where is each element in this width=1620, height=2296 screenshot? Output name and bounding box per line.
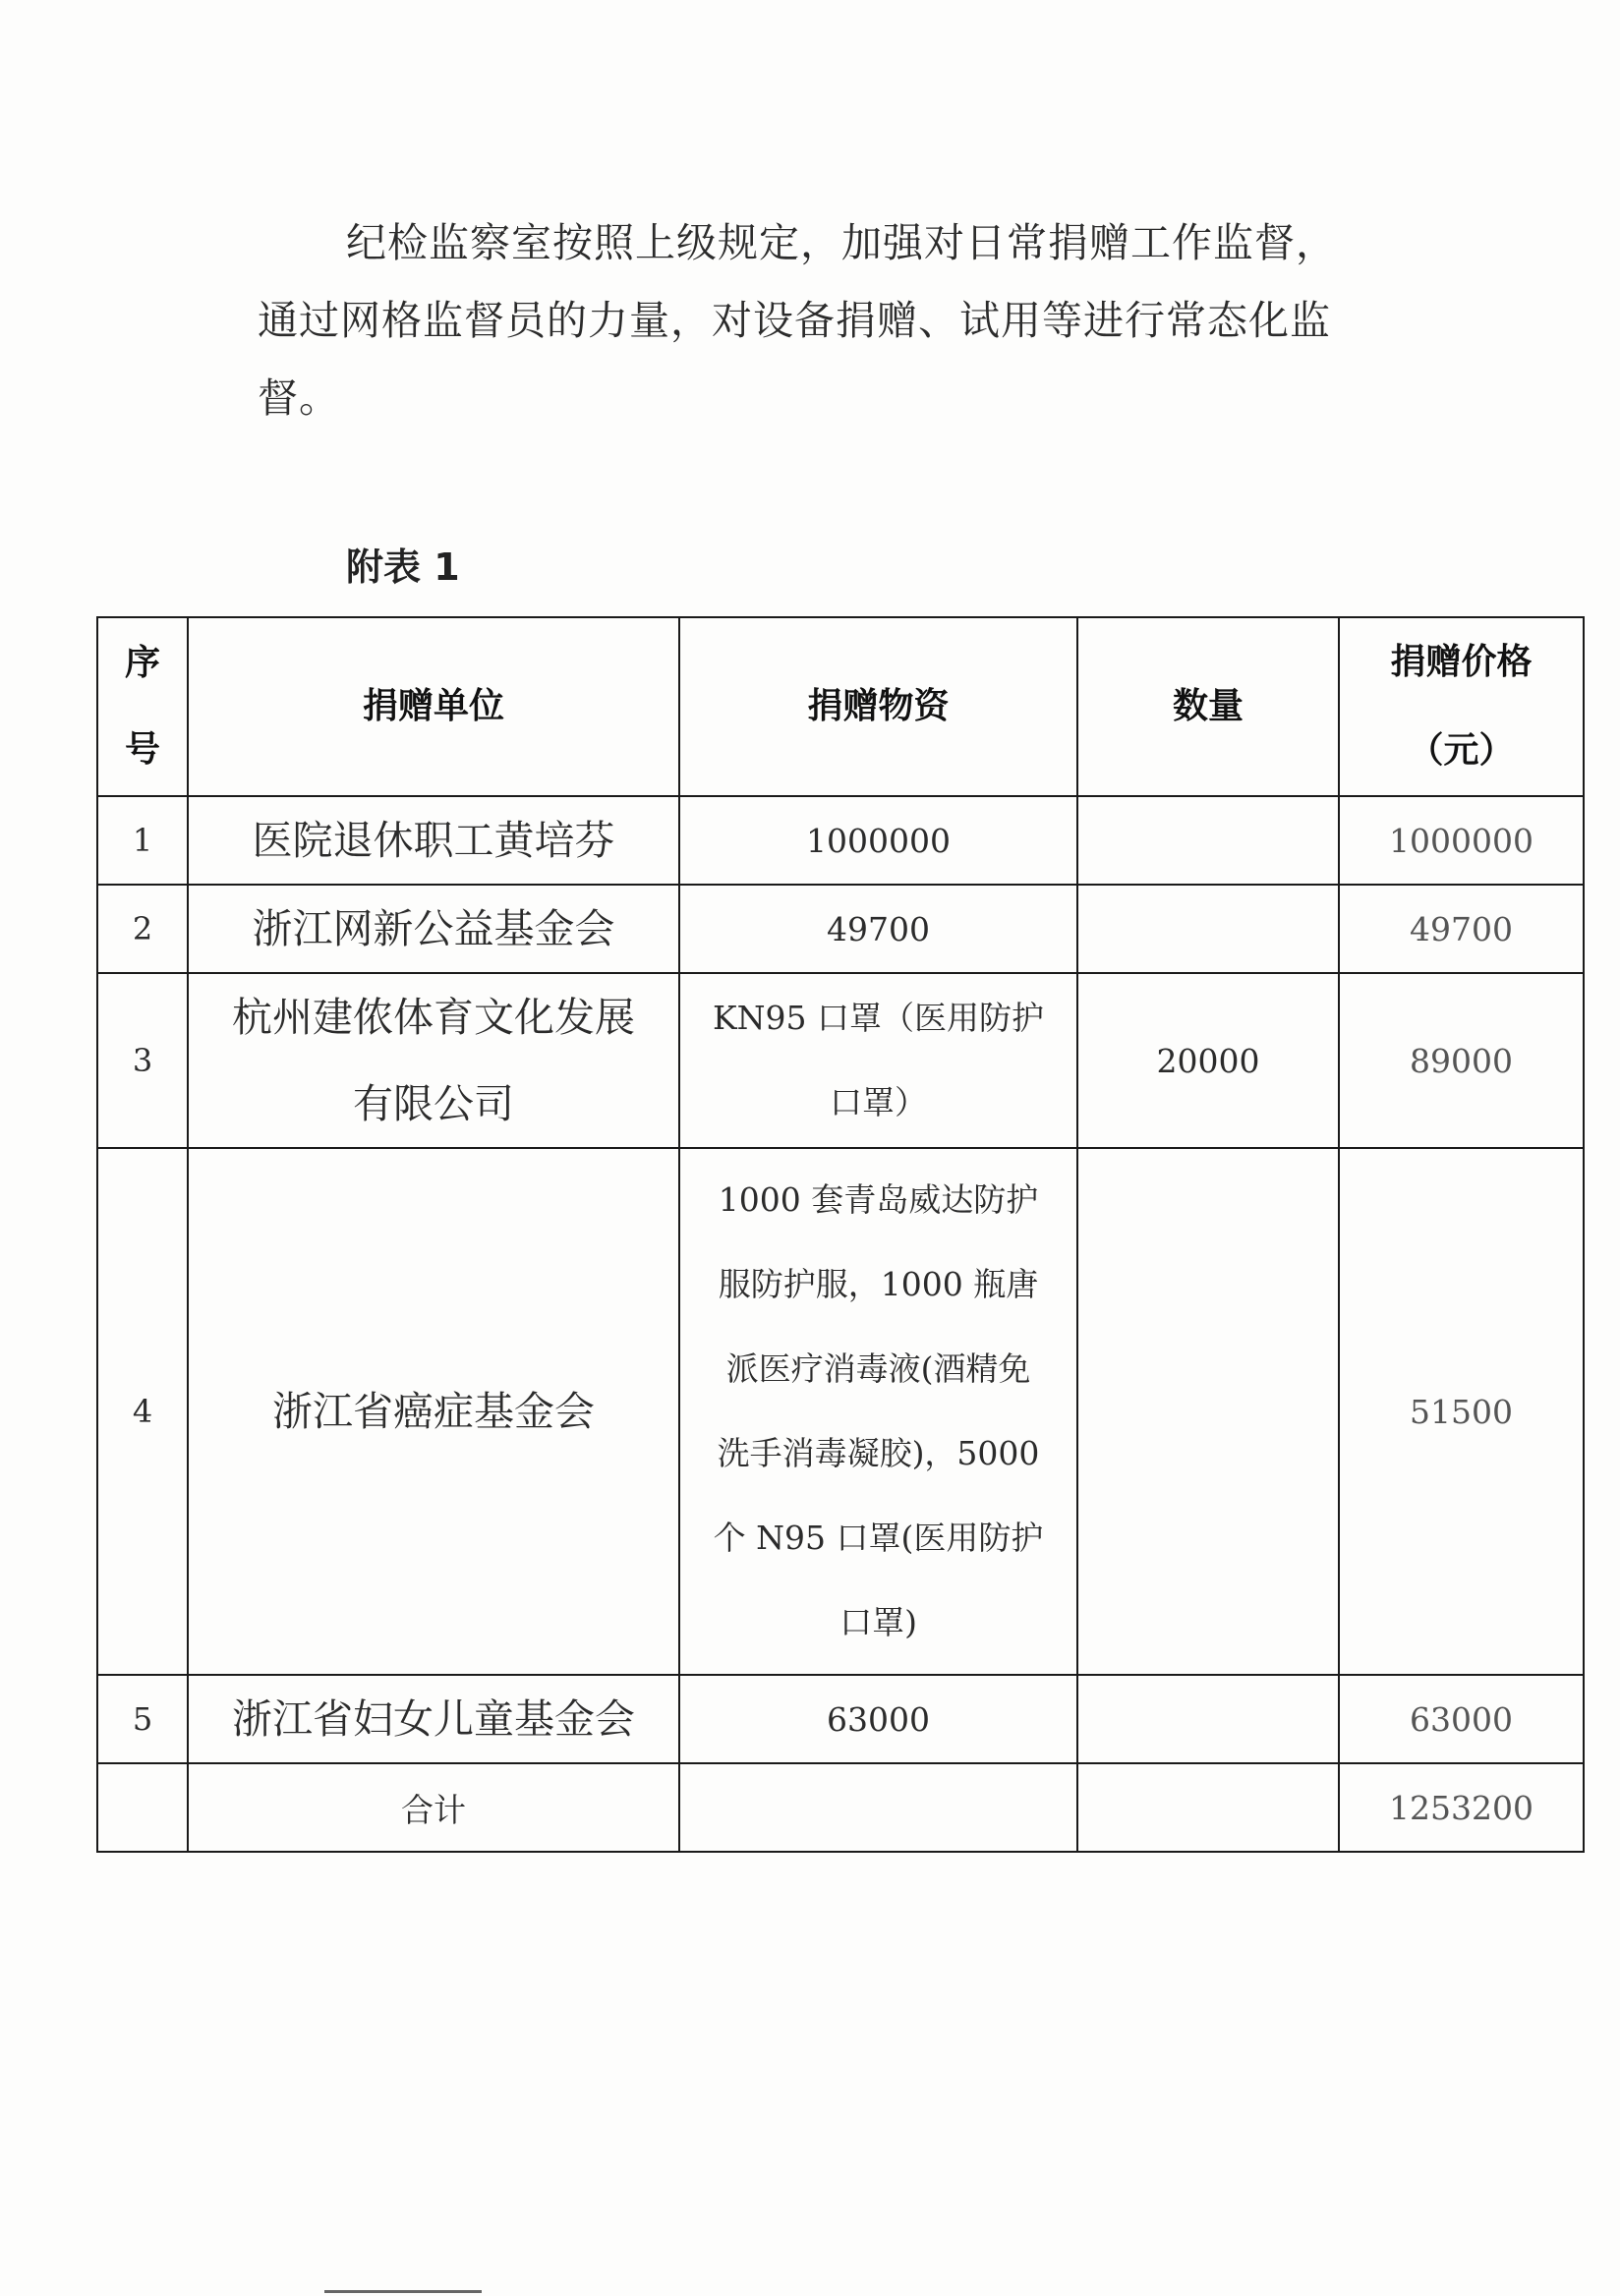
cell-item-line: 1000 套青岛威达防护	[718, 1180, 1039, 1219]
cell-seq: 3	[97, 973, 188, 1148]
body-paragraph	[258, 204, 1437, 437]
cell-unit: 浙江省癌症基金会	[188, 1148, 679, 1675]
cell-item-line: 个 N95 口罩(医用防护	[713, 1519, 1044, 1557]
paragraph-line: 督。	[258, 374, 340, 422]
cell-price: 49700	[1339, 885, 1584, 973]
cell-item-line: 洗手消毒凝胶)，5000	[717, 1434, 1040, 1472]
header-item: 捐赠物资	[679, 617, 1077, 796]
total-label: 合计	[188, 1763, 679, 1852]
cell-unit: 浙江省妇女儿童基金会	[188, 1675, 679, 1763]
header-seq-line: 号	[124, 729, 160, 770]
cell-unit-line: 有限公司	[353, 1080, 514, 1127]
cell-item: 1000000	[679, 796, 1077, 885]
donation-table	[96, 616, 1585, 1853]
table-row	[97, 973, 1584, 1148]
cell-unit-line: 杭州建侬体育文化发展	[232, 994, 635, 1041]
cell-item-line: 服防护服，1000 瓶唐	[718, 1265, 1039, 1303]
cell-item	[679, 973, 1077, 1148]
paragraph-line: 通过网格监督员的力量，对设备捐赠、试用等进行常态化监	[258, 297, 1331, 344]
table-caption: 附表 1	[346, 545, 460, 589]
cell-seq: 2	[97, 885, 188, 973]
header-qty: 数量	[1077, 617, 1339, 796]
cell-item-line: KN95 口罩（医用防护	[712, 999, 1044, 1037]
cell-unit	[188, 973, 679, 1148]
cell-price: 89000	[1339, 973, 1584, 1148]
table-total-row	[97, 1763, 1584, 1852]
cell-item-line: 口罩）	[830, 1083, 927, 1121]
cell-price: 1000000	[1339, 796, 1584, 885]
cell-qty	[1077, 1763, 1339, 1852]
cell-qty	[1077, 796, 1339, 885]
cell-item-line: 口罩)	[839, 1603, 917, 1641]
cell-item: 49700	[679, 885, 1077, 973]
cell-qty	[1077, 885, 1339, 973]
table-row	[97, 796, 1584, 885]
total-price: 1253200	[1339, 1763, 1584, 1852]
scan-edge-mark	[324, 2290, 482, 2293]
header-price-line: （元）	[1408, 730, 1515, 771]
header-seq-line: 序	[124, 643, 160, 683]
cell-item	[679, 1763, 1077, 1852]
cell-price: 63000	[1339, 1675, 1584, 1763]
table-row	[97, 1675, 1584, 1763]
cell-seq	[97, 1763, 188, 1852]
cell-qty: 20000	[1077, 973, 1339, 1148]
header-price-line: 捐赠价格	[1390, 642, 1533, 682]
header-seq	[97, 617, 188, 796]
paragraph-line: 纪检监察室按照上级规定，加强对日常捐赠工作监督，	[346, 219, 1337, 266]
header-price	[1339, 617, 1584, 796]
table-row	[97, 885, 1584, 973]
cell-price: 51500	[1339, 1148, 1584, 1675]
table-row	[97, 1148, 1584, 1675]
cell-item: 63000	[679, 1675, 1077, 1763]
header-unit: 捐赠单位	[188, 617, 679, 796]
cell-item-line: 派医疗消毒液(酒精免	[725, 1349, 1031, 1388]
cell-seq: 1	[97, 796, 188, 885]
cell-seq: 4	[97, 1148, 188, 1675]
cell-qty	[1077, 1675, 1339, 1763]
cell-item	[679, 1148, 1077, 1675]
cell-qty	[1077, 1148, 1339, 1675]
cell-seq: 5	[97, 1675, 188, 1763]
table-header-row	[97, 617, 1584, 796]
cell-unit: 浙江网新公益基金会	[188, 885, 679, 973]
cell-unit: 医院退休职工黄培芬	[188, 796, 679, 885]
